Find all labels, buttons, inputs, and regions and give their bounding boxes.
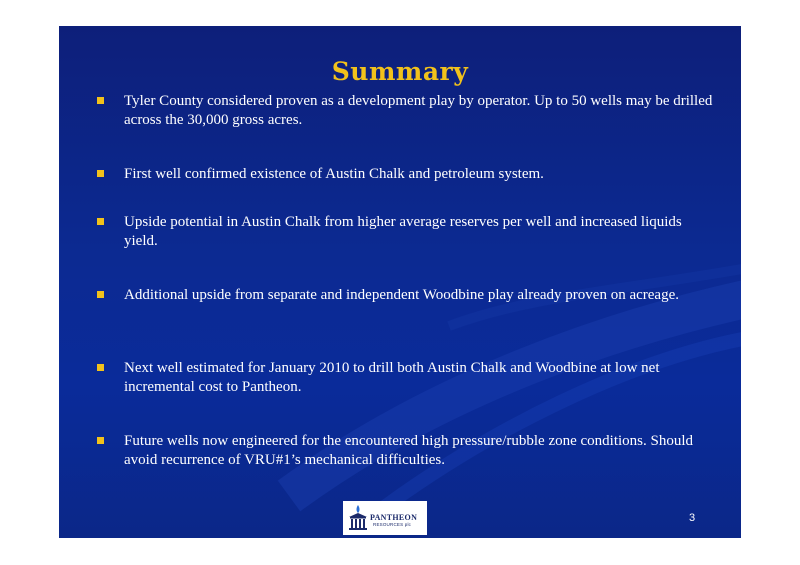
bullet-square-icon [97,218,104,225]
bullet-text: Additional upside from separate and independent Woodbine play already proven on acreage. [124,287,679,303]
bullet-square-icon [97,170,104,177]
bullet-text: Next well estimated for January 2010 to drill both Austin Chalk and Woodbine at low net incremental cost to Pantheon. [124,360,660,395]
pantheon-logo [343,501,427,535]
slide [59,26,741,538]
bullet-text: Future wells now engineered for the encountered high pressure/rubble zone conditions. Should avoid recurrence of VRU#1’s mechanical difficulties. [124,433,694,468]
logo-subtitle: RESOURCES plc [373,522,412,527]
pantheon-temple-icon [347,504,369,532]
slide-title: Summary [331,57,469,86]
bullet-square-icon [97,437,104,444]
bullet-text: Tyler County considered proven as a development play by operator. Up to 50 wells may be drilled across the 30,000 gross acres. [124,93,713,128]
bullet-square-icon [97,291,104,298]
logo-name: PANTHEON [370,513,418,522]
bullet-text: Upside potential in Austin Chalk from higher average reserves per well and increased liquids yield. [124,214,682,249]
page-number: 3 [689,512,696,524]
bullet-square-icon [97,364,104,371]
bullet-text: First well confirmed existence of Austin Chalk and petroleum system. [124,166,544,182]
bullet-square-icon [97,97,104,104]
